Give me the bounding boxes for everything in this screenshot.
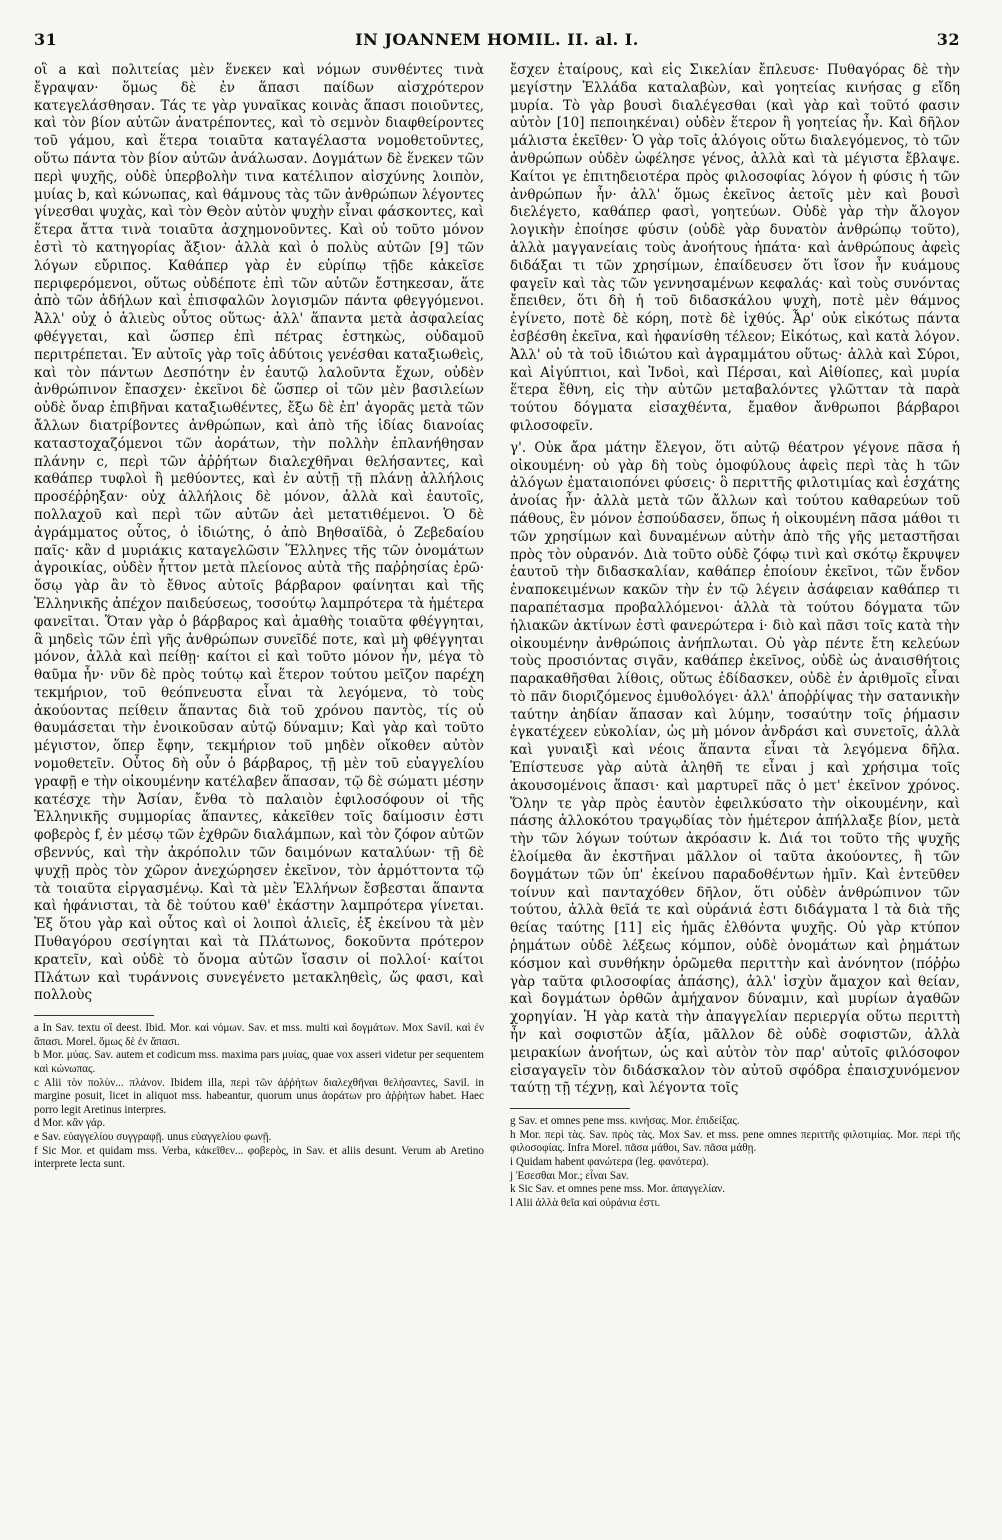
left-column xyxy=(34,62,484,1210)
footnote-k: k Sic Sav. et omnes pene mss. Mor. ἀπαγγελίαν. xyxy=(510,1183,726,1196)
footnote-i: i Quidam habent φανώτερα (leg. φανότερα). xyxy=(510,1156,709,1168)
footnote-f: f Sic Mor. et quidam mss. Verba, κἀκεῖθεν... φοβερὸς, in Sav. et aliis desunt. Verum ab Aretino interprete lecta sunt. xyxy=(34,1144,484,1171)
footnote-l: l Alii ἀλλὰ θεῖα καὶ οὐράνια ἐστι. xyxy=(510,1196,661,1209)
left-footnotes xyxy=(34,1022,484,1172)
right-main-text-2: γ'. Οὐκ ἄρα μάτην ἔλεγον, ὅτι αὐτῷ θέατρον γέγονε πᾶσα ἡ οἰκουμένη· οὐ γὰρ δὴ τοὺς ὁμοφύλους ἀφεὶς περὶ τὰς h τῶν ἀλόγων ἐματαιοπόνει φύσεις· ὃ περιττῆς φιλοτιμίας καὶ ἐσχάτης ἀνοίας ἦν· ἀλλὰ μετὰ τῶν ἄλλων καὶ τούτου καθαρεύων τοῦ πάθους, ἓν μόνον ἐσπούδασεν, ὅπως ἡ οἰκουμένη πᾶσα μάθοι τι τῶν χρησίμων καὶ δυναμένων αὐτὴν ἀπὸ τῆς γῆς μεταστῆσαι πρὸς τὸν οὐρανόν. Διὰ τοῦτο οὐδὲ ζόφῳ τινὶ καὶ σκότῳ ἔκρυψεν ἑαυτοῦ τὴν διδασκαλίαν, καθάπερ ἐποίουν ἐκεῖνοι, τῶν ἔνδον ἐναποκειμένων κακῶν τὴν ἐν τῷ λέγειν ἀσάφειαν καθάπερ τι παραπέτασμα προβαλλόμενοι· ἀλλὰ τὰ τούτου δόγματα τῶν ἡλιακῶν ἀκτίνων ἐστὶ φανερώτερα i· διὸ καὶ πᾶσι τοῖς κατὰ τὴν οἰκουμένην ἀνθρώποις ἀνήπλωται. Οὐ γὰρ πέντε ἔτη κελεύων τοὺς προσιόντας σιγᾶν, καθάπερ ἐκεῖνος, οὐδὲ ὡς ἀναισθήτοις παρακαθῆσθαι λίθοις, οὕτως ἐδίδασκεν, οὐδὲ ἐν ἀριθμοῖς εἶναι τὸ πᾶν διοριζόμενος ἐμυθολόγει· ἀλλ' ἀποῤῥίψας τὴν σατανικὴν ταύτην ἀηδίαν ἅπασαν καὶ λύμην, τοσαύτην τοῖς ῥήμασιν ἐγκατέχεεν εὐκολίαν, ὡς μὴ μόνον ἀνδράσι καὶ συνετοῖς, ἀλλὰ καὶ γυναιξὶ καὶ νέοις ἅπαντα εἶναι τὰ λεγόμενα δῆλα. Ἐπίστευσε γὰρ αὐτὰ ἀληθῆ τε εἶναι j καὶ χρήσιμα τοῖς ἀκουσομένοις ἅπασι· καὶ μαρτυρεῖ πᾶς ὁ μετ' ἐκεῖνον χρόνος. Ὅλην τε γὰρ πρὸς ἑαυτὸν ἐφειλκύσατο τὴν οἰκουμένην, καὶ πάσης ἀλλοκότου τραγῳδίας τὸν ἡμέτερον ἀπήλλαξε βίον, μετὰ τὴν τῶν λόγων τούτων ἀκρόασιν k. Διά τοι τοῦτο τῆς ψυχῆς ἑλοίμεθα ἂν ἐκστῆναι μᾶλλον οἱ ταῦτα ἀκούοντες, ἢ τῶν δογμάτων τῶν ὑπ' ἐκείνου παραδοθέντων ἡμῖν. Καὶ ἐντεῦθεν τοίνυν καὶ πανταχόθεν δῆλον, ὅτι οὐδὲν ἀνθρώπινον τῶν τούτου, ἀλλὰ θεῖά τε καὶ οὐράνιά ἐστι διδάγματα l τὰ διὰ τῆς θείας ταύτης [11] εἰς ἡμᾶς ἐλθόντα ψυχῆς. Οὐ γὰρ κτύπον ῥημάτων οὐδὲ λέξεως κόμπον, οὐδὲ ὀνομάτων καὶ ῥημάτων κόσμον καὶ συνθήκην ὁρῶμεθα περιττὴν καὶ ἀνόνητον (πόῤῥω γὰρ ταῦτα φιλοσοφίας ἁπάσης), ἀλλ' ἰσχὺν ἄμαχον καὶ θείαν, καὶ δογμάτων ὀρθῶν ἀμήχανον δύναμιν, καὶ μυρίων ἀγαθῶν χορηγίαν. Ἡ γὰρ κατὰ τὴν ἀπαγγελίαν περιεργία οὕτω περιττὴ ἦν καὶ σοφιστῶν ἀξία, μᾶλλον δὲ οὐδὲ σοφιστῶν, ἀλλὰ μειρακίων ἀνοήτων, ὡς καὶ αὐτὸν τὸν παρ' αὐτοῖς φιλόσοφον εἰσαγαγεῖν τὸν διδάσκαλον τὸν αὐτοῦ σφόδρα ἐπαισχυνόμενον ταύτῃ τῇ τέχνῃ, καὶ λέγοντα τοῖς xyxy=(510,439,960,1097)
right-column xyxy=(510,62,960,1210)
footnote-e: e Sav. εὐαγγελίου συγγραφῇ. unus εὐαγγελίου φωνῇ. xyxy=(34,1130,272,1143)
running-header xyxy=(34,30,960,56)
footnote-a: a In Sav. textu οἳ deest. Ibid. Mor. καὶ νόμων. Sav. et mss. multi καὶ δογμάτων. Mox Savil. καὶ ἐν ἅπασι. Morel. ὅμως δὲ ἐν ἅπασι. xyxy=(34,1022,484,1048)
footnote-c: c Alii τὸν πολὺν... πλάνον. Ibidem illa, περὶ τῶν ἀῤῥήτων διαλεχθῆναι θελήσαντες, Savil. in margine posuit, licet in aliquot mss. habeantur, quorum unus ἀοράτων pro ἀῤῥήτων habet. Haec porro legit Aretinus interpres. xyxy=(34,1076,484,1116)
left-main-text: οἳ a καὶ πολιτείας μὲν ἕνεκεν καὶ νόμων συνθέντες τινὰ ἔγραψαν· ὅμως δὲ ἐν ἅπασι παίδων αἰσχρότερον κατεγελάσθησαν. Τάς τε γὰρ γυναῖκας κοινὰς ἅπασι ποιοῦντες, καὶ τὸν βίον αὐτῶν ἀνατρέποντες, καὶ τὸ σεμνὸν διαφθείροντες τοῦ γάμου, καὶ ἕτερα τοιαῦτα καταγέλαστα νομοθετοῦντες, οὕτω πάντα τὸν βίον αὐτῶν ἀνάλωσαν. Δογμάτων δὲ ἕνεκεν τῶν περὶ ψυχῆς, οὐδὲ ὑπερβολὴν τινα κατέλιπον αἰσχύνης λοιπὸν, μυίας b, καὶ κώνωπας, καὶ θάμνους τὰς τῶν ἀνθρώπων λέγοντες γίνεσθαι ψυχὰς, καὶ τὸν Θεὸν αὐτὸν ψυχὴν εἶναι φάσκοντες, καὶ ἕτερα ἄττα τινὰ τοιαῦτα ἀσχημονοῦντες. Καὶ οὐ τοῦτο μόνον ἐστὶ τὸ κατηγορίας ἄξιον· ἀλλὰ καὶ ὁ πολὺς αὐτῶν [9] τῶν λόγων εὔριπος. Καθάπερ γὰρ ἐν εὐρίπῳ τῇδε κἀκεῖσε περιφερόμενοι, οὕτως οὐδέποτε ἐπὶ τῶν αὐτῶν ἔστηκεσαν, ἅτε ἀπὸ τῶν ἀδήλων καὶ ἐπισφαλῶν λογισμῶν πάντα φθεγγόμενοι. Ἀλλ' οὐχ ὁ ἁλιεὺς οὗτος οὕτως· ἀλλ' ἅπαντα μετὰ ἀσφαλείας φθέγγεται, καὶ ὥσπερ ἐπὶ πέτρας ἑστηκὼς, οὐδαμοῦ περιτρέπεται. Ἐν αὐτοῖς γὰρ τοῖς ἀδύτοις γενέσθαι καταξιωθεὶς, καὶ τὸν πάντων Δεσπότην ἐν ἑαυτῷ λαλοῦντα ἔχων, οὐδὲν ἀνθρώπινον ἔπασχεν· ἐκεῖνοι δὲ ὥσπερ οἱ τῶν μὲν βασιλείων οὐδὲ ὄναρ ἐπιβῆναι καταξιωθέντες, ἔξω δὲ ἐπ' ἀγορᾶς μετὰ τῶν ἄλλων διατρίβοντες ἀνθρώπων, καὶ ἀπὸ τῆς ἰδίας διανοίας καταστοχαζόμενοι τῶν ἀοράτων, τὴν πολλὴν ἐπλανήθησαν πλάνην c, περὶ τῶν ἀῤῥήτων διαλεχθῆναι θελήσαντες, καὶ καθάπερ τυφλοὶ ἢ μεθύοντες, καὶ ἐν αὐτῇ τῇ πλάνῃ ἀλλήλοις προσέῤῥηξαν· οὐχ ἀλλήλοις δὲ μόνον, ἀλλὰ καὶ ἑαυτοῖς, πολλαχοῦ καὶ περὶ τῶν αὐτῶν ἀεὶ μετατιθέμενοι. Ὁ δὲ ἀγράμματος οὗτος, ὁ ἰδιώτης, ὁ ἀπὸ Βηθσαϊδὰ, ὁ Ζεβεδαίου παῖς· κἂν d μυριάκις καταγελῶσιν Ἕλληνες τῆς τῶν ὀνομάτων ἀγροικίας, οὐδὲν ἧττον μετὰ πλείονος αὐτὰ τῆς παῤῥησίας ἐρῶ· ὅσῳ γὰρ ἂν τὸ ἔθνος αὐτοῖς βάρβαρον φαίνηται καὶ τῆς Ἑλληνικῆς ἀπέχον παιδεύσεως, τοσούτῳ λαμπρότερα τὰ ἡμέτερα φανεῖται. Ὅταν γὰρ ὁ βάρβαρος καὶ ἀμαθὴς τοιαῦτα φθέγγηται, ἃ μηδεὶς τῶν ἐπὶ γῆς ἀνθρώπων συνεῖδέ ποτε, καὶ μὴ φθέγγηται μόνον, ἀλλὰ καὶ πείθῃ· καίτοι εἰ καὶ τοῦτο μόνον ἦν, μέγα τὸ θαῦμα ἦν· νῦν δὲ πρὸς τούτῳ καὶ ἕτερον τούτου μεῖζον παρέχη τεκμήριον, τοῦ θεόπνευστα εἶναι τὰ λεγόμενα, τὸ τοὺς ἀκούοντας πείθειν ἅπαντας διὰ τοῦ χρόνου παντὸς, τίς οὐ θαυμάσεται τὴν ἐνοικοῦσαν αὐτῷ δύναμιν; Καὶ γὰρ καὶ τοῦτο μέγιστον, ὅπερ ἔφην, τεκμήριον τοῦ μηδὲν οἴκοθεν αὐτὸν νομοθετεῖν. Οὗτος δὴ οὖν ὁ βάρβαρος, τῇ μὲν τοῦ εὐαγγελίου γραφῇ e τὴν οἰκουμένην κατέλαβεν ἅπασαν, τῷ δὲ σώματι μέσην κατέσχε τὴν Ἀσίαν, ἔνθα τὸ παλαιὸν ἐφιλοσόφουν οἱ τῆς Ἑλληνικῆς συμμορίας ἅπαντες, κἀκεῖθεν τοῖς δαίμοσιν ἐστι φοβερὸς f, ἐν μέσῳ τῶν ἐχθρῶν διαλάμπων, καὶ τὸν ζόφον αὐτῶν σβεννύς, καὶ τὴν ἀκρόπολιν τῶν δαιμόνων καταλύων· τῇ δὲ ψυχῇ πρὸς τὸν χῶρον ἀνεχώρησεν ἐκεῖνον, τὸν ἁρμόττοντα τῷ τὰ τοιαῦτα εἰργασμένῳ. Καὶ τὰ μὲν Ἑλλήνων ἔσβεσται ἅπαντα καὶ ἠφάνισται, τὰ δὲ τούτου καθ' ἑκάστην λαμπρότερα γίνεται. Ἐξ ὅτου γὰρ καὶ οὗτος καὶ οἱ λοιποὶ ἁλιεῖς, ἐξ ἐκείνου τὰ μὲν Πυθαγόρου σεσίγηται καὶ τὰ Πλάτωνος, δοκοῦντα πρότερον κρατεῖν, καὶ οὐδὲ τὸ ὄνομα αὐτῶν ἴσασιν οἱ πολλοί· καίτοι Πλάτων καὶ τυράννοις συνεγένετο μετακληθεὶς, ὥς φασι, καὶ πολλοὺς xyxy=(34,62,484,1004)
footnote-j: j Ἐσεσθαι Mor.; εἶναι Sav. xyxy=(510,1169,629,1182)
footnote-d: d Mor. κἂν γάρ. xyxy=(34,1117,106,1130)
footnote-b: b Mor. μύας. Sav. autem et codicum mss. maxima pars μυίας, quae vox asseri videtur per sequentem καὶ κώνωπας. xyxy=(34,1049,484,1076)
footnote-rule xyxy=(34,1015,154,1016)
footnote-g: g Sav. et omnes pene mss. κινήσας. Mor. ἐπιδείξας. xyxy=(510,1115,740,1128)
right-page-number: 32 xyxy=(936,30,960,49)
two-column-body xyxy=(34,62,960,1210)
footnote-h: h Mor. περὶ τὰς. Sav. πρὸς τὰς. Mox Sav. et mss. pene omnes περιττῆς φιλοτιμίας. Mor. περὶ τῆς φιλοσοφίας. Infra Morel. πᾶσα μάθοι, Sav. πᾶσα μάθῃ. xyxy=(510,1128,960,1155)
right-main-text-1: ἔσχεν ἑταίρους, καὶ εἰς Σικελίαν ἔπλευσε· Πυθαγόρας δὲ τὴν μεγίστην Ἑλλάδα καταλαβὼν, καὶ γοητείας κινήσας g εἴδη μυρία. Τὸ γὰρ βουσὶ διαλέγεσθαι (καὶ γὰρ καὶ τοῦτό φασιν αὐτὸν [10] πεποιηκέναι) οὐδὲν ἕτερον ἢ γοητείας ἦν. Καὶ δῆλον μάλιστα ἐκεῖθεν· Ὁ γὰρ τοῖς ἀλόγοις οὕτω διαλεγόμενος, τὸ τῶν ἀνθρώπων οὐδὲν ὠφέλησε γένος, ἀλλὰ καὶ τὰ μέγιστα ἔβλαψε. Καίτοι γε ἐπιτηδειοτέρα πρὸς φιλοσοφίας λόγον ἡ φύσις ἡ τῶν ἀνθρώπων ἦν· ἀλλ' ὅμως ἐκεῖνος ἀετοῖς μὲν καὶ βουσὶ διελέγετο, καθάπερ φασὶ, γοητεύων. Οὐδὲ γὰρ τὴν ἄλογον λογικὴν ἐποίησε φύσιν (οὐδὲ γὰρ δυνατὸν ἀνθρώπῳ τοῦτο), ἀλλὰ μαγγανείαις τοὺς ἀνοήτους ἠπάτα· καὶ ἀνθρώπους ἀφεὶς διδάξαι τι τῶν χρησίμων, ἐπαίδευσεν ὅτι ἴσον ἦν κυάμους φαγεῖν καὶ τὰς τῶν γεννησαμένων κεφαλάς· καὶ τοὺς συνόντας ἔπειθεν, ὅτι δὴ ἡ τοῦ διδασκάλου ψυχὴ, ποτὲ μὲν θάμνος ἐγίνετο, ποτὲ δὲ κόρη, ποτὲ δὲ ἰχθύς. Ἆρ' οὐκ εἰκότως πάντα ἐσβέσθη ἐκεῖνα, καὶ ἠφανίσθη τέλεον; Εἰκότως, καὶ κατὰ λόγον. Ἀλλ' οὐ τὰ τοῦ ἰδιώτου καὶ ἀγραμμάτου οὕτως· ἀλλὰ καὶ Σύροι, καὶ Αἰγύπτιοι, καὶ Ἰνδοὶ, καὶ Πέρσαι, καὶ Αἰθίοπες, καὶ μυρία ἕτερα ἔθνη, εἰς τὴν αὐτῶν μεταβαλόντες γλῶτταν τὰ παρὰ τούτου δόγματα εἰσαχθέντα, ἔμαθον ἄνθρωποι βάρβαροι φιλοσοφεῖν. xyxy=(510,62,960,434)
footnote-rule xyxy=(510,1108,630,1109)
running-title: IN JOANNEM HOMIL. II. al. I. xyxy=(355,30,639,49)
left-page-number: 31 xyxy=(34,30,58,49)
right-footnotes xyxy=(510,1115,960,1210)
